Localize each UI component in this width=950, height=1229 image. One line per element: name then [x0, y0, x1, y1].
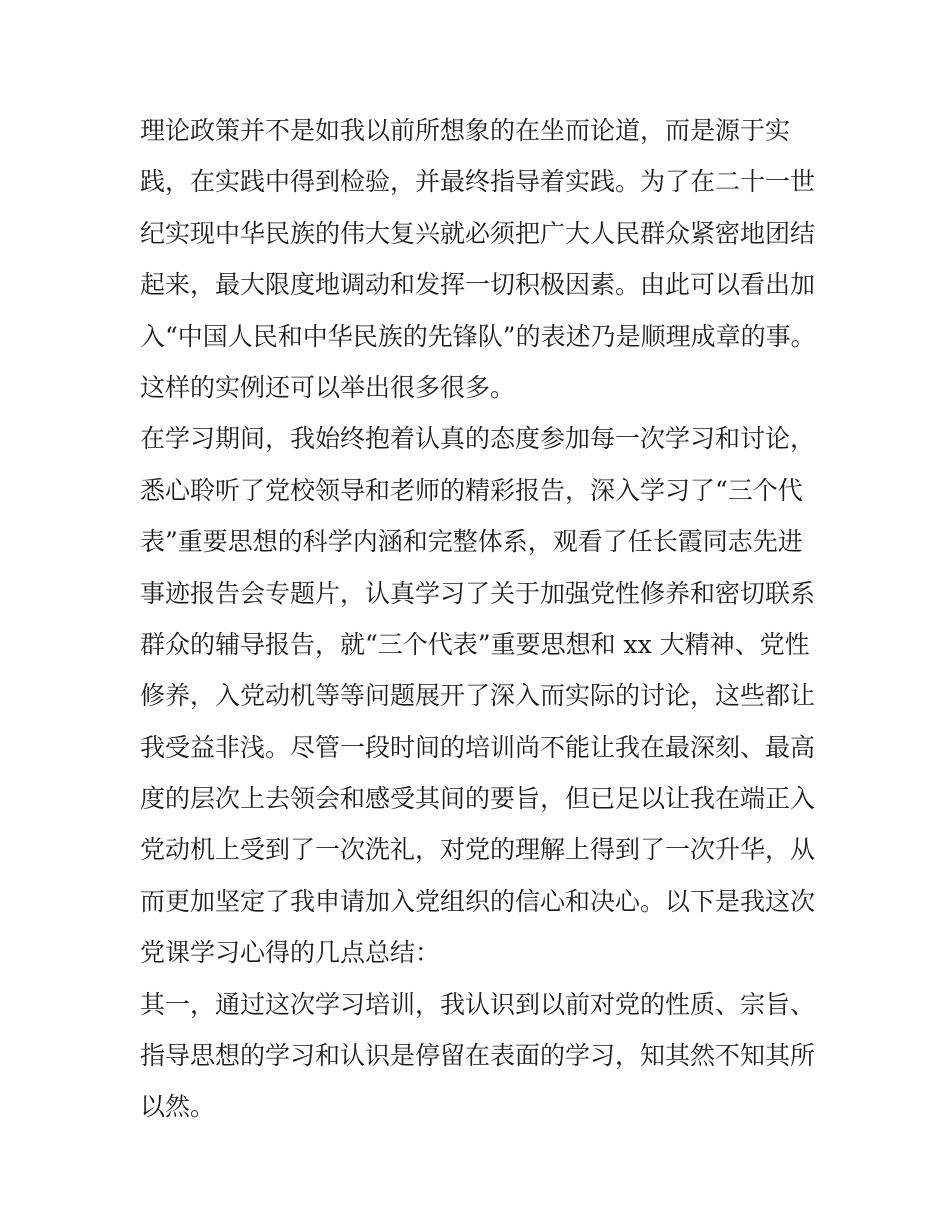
text-line: 纪实现中华民族的伟大复兴就必须把广大人民群众紧密地团结 [140, 218, 816, 248]
paragraph-2 [140, 413, 830, 978]
text-line: 这样的实例还可以举出很多很多。 [140, 372, 516, 402]
text-line: 指导思想的学习和认识是停留在表面的学习，知其然不知其所 [140, 1041, 816, 1071]
document-body [140, 105, 830, 1133]
text-line: 入“中国人民和中华民族的先锋队”的表述乃是顺理成章的事。 [140, 321, 816, 351]
text-line: 党动机上受到了一次洗礼，对党的理解上得到了一次升华，从 [140, 835, 816, 865]
text-line: 在学习期间，我始终抱着认真的态度参加每一次学习和讨论， [140, 424, 816, 454]
text-line: 悉心聆听了党校领导和老师的精彩报告，深入学习了“三个代 [140, 475, 803, 505]
paragraph-3 [140, 979, 830, 1133]
text-line: 修养，入党动机等等问题展开了深入而实际的讨论，这些都让 [140, 681, 816, 711]
text-line: 起来，最大限度地调动和发挥一切积极因素。由此可以看出加 [140, 270, 816, 300]
text-line: 我受益非浅。尽管一段时间的培训尚不能让我在最深刻、最高 [140, 732, 816, 762]
text-line: 事迹报告会专题片，认真学习了关于加强党性修养和密切联系 [140, 578, 816, 608]
text-line: 践，在实践中得到检验，并最终指导着实践。为了在二十一世 [140, 167, 816, 197]
text-line: 度的层次上去领会和感受其间的要旨，但已足以让我在端正入 [140, 784, 816, 814]
text-line: 其一，通过这次学习培训，我认识到以前对党的性质、宗旨、 [140, 989, 816, 1019]
text-line: 表”重要思想的科学内涵和完整体系，观看了任长霞同志先进 [140, 527, 803, 557]
text-line: 而更加坚定了我申请加入党组织的信心和决心。以下是我这次 [140, 886, 816, 916]
text-line: 党课学习心得的几点总结： [140, 938, 441, 968]
text-line: 理论政策并不是如我以前所想象的在坐而论道，而是源于实 [140, 116, 791, 145]
text-line: 以然。 [140, 1092, 216, 1122]
text-line: 群众的辅导报告，就“三个代表”重要思想和 xx 大精神、党性 [140, 629, 810, 659]
paragraph-1 [140, 105, 830, 413]
